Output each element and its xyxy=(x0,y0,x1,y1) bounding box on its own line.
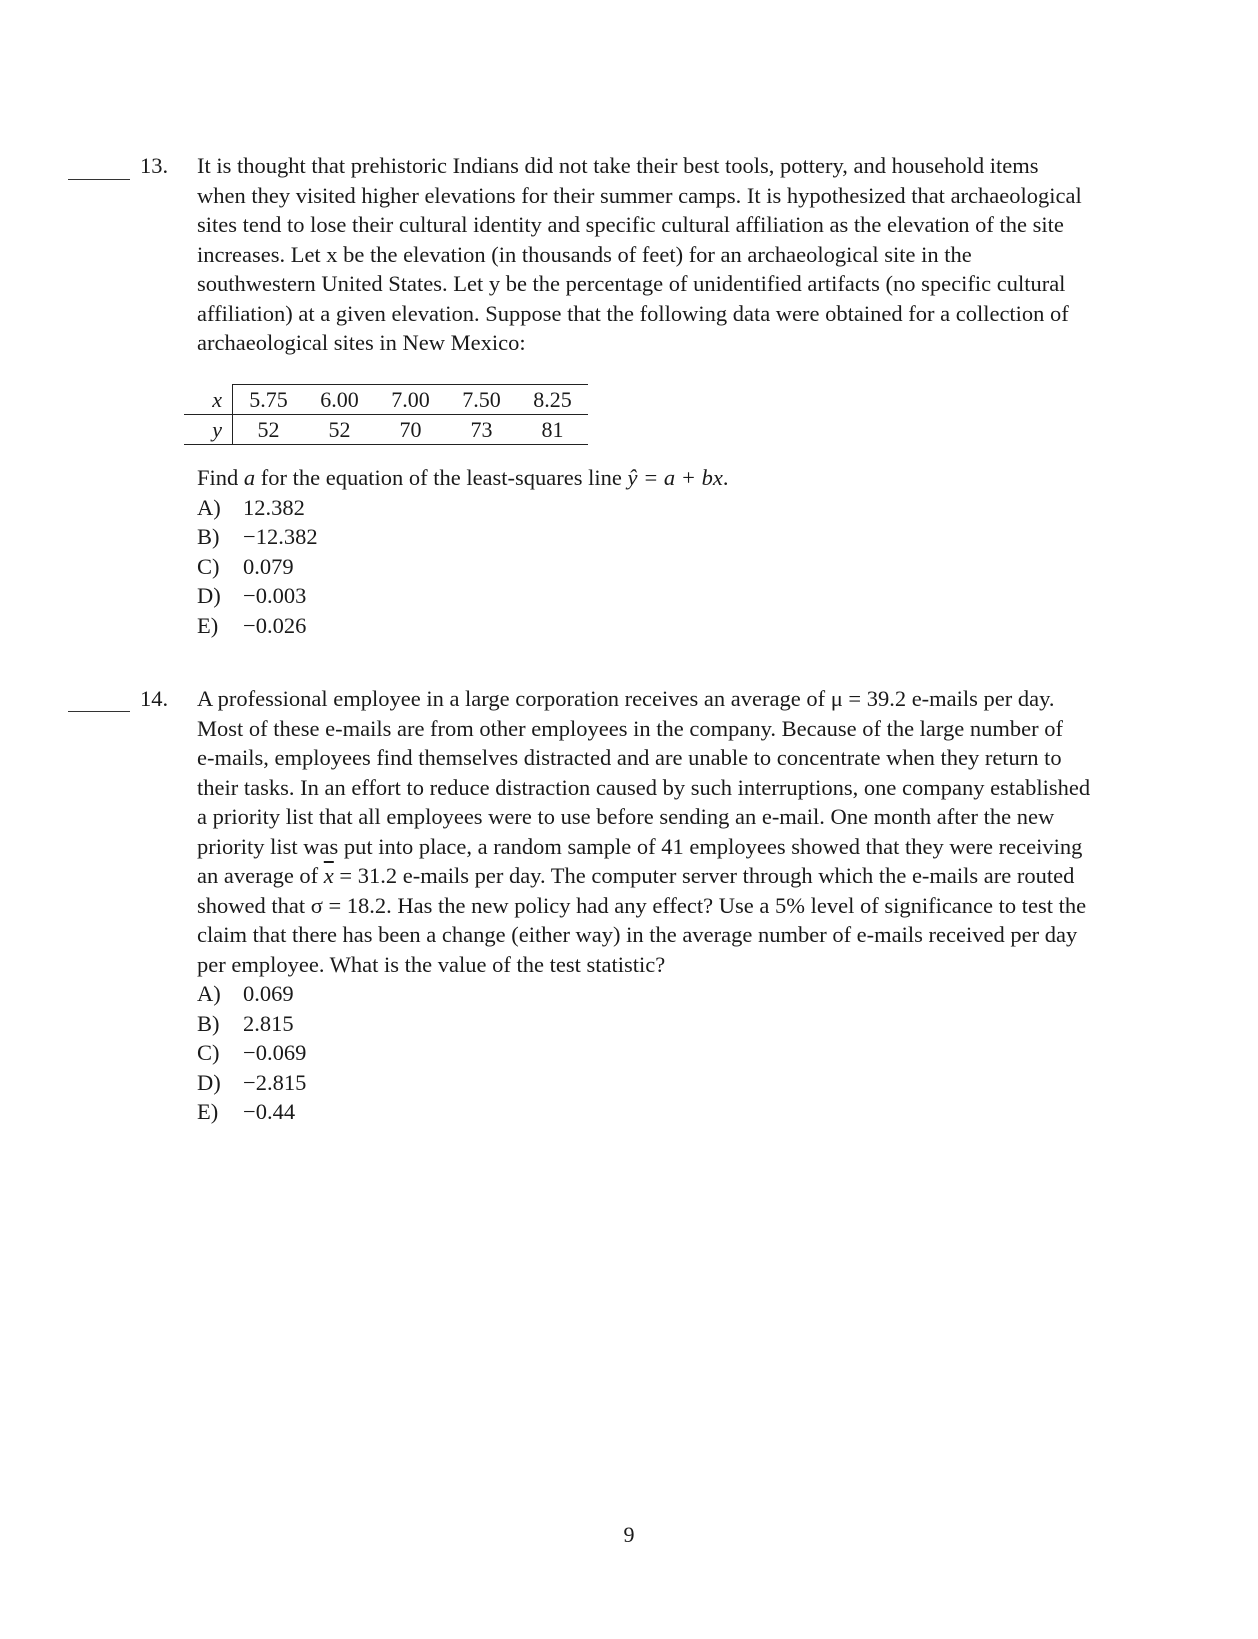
choice-e[interactable] xyxy=(197,1097,1157,1127)
data-table xyxy=(184,384,588,445)
choice-a[interactable] xyxy=(197,979,1157,1009)
xbar-prefix: an average of xyxy=(197,863,324,888)
table-row-y xyxy=(184,415,588,445)
choice-text: −12.382 xyxy=(243,524,318,549)
choice-c[interactable] xyxy=(197,1038,1157,1068)
question-stem xyxy=(197,684,1157,979)
stem-line: Most of these e-mails are from other employees in the company. Because of the large number of xyxy=(197,715,1063,741)
table-cell: 7.00 xyxy=(375,385,446,415)
prompt-middle: for the equation of the least-squares line xyxy=(255,465,628,490)
table-cell: 73 xyxy=(446,415,517,445)
table-cell: 7.50 xyxy=(446,385,517,415)
choice-letter: E) xyxy=(197,612,219,638)
table-cell: 70 xyxy=(375,415,446,445)
choice-list xyxy=(197,493,1157,641)
table-label-x: x xyxy=(184,385,233,415)
choice-text: −0.026 xyxy=(243,612,307,638)
question-prompt-block xyxy=(197,463,1157,640)
choice-letter: C) xyxy=(197,553,220,579)
stem-line xyxy=(197,861,1157,891)
stem-line: affiliation) at a given elevation. Suppose that the following data were obtained for a collection of xyxy=(197,300,1069,326)
choice-d[interactable] xyxy=(197,581,1157,611)
choice-letter: D) xyxy=(197,583,221,608)
prompt-prefix: Find xyxy=(197,465,244,490)
choice-letter: C) xyxy=(197,1040,220,1065)
stem-line: a priority list that all employees were to use before sending an e-mail. One month after the new xyxy=(197,804,1055,829)
prompt-suffix: . xyxy=(722,465,729,490)
choice-b[interactable] xyxy=(197,1009,1157,1039)
table-cell: 52 xyxy=(233,415,305,445)
choice-text: −0.003 xyxy=(243,583,307,608)
choice-text: 0.069 xyxy=(243,981,294,1006)
choice-text: −2.815 xyxy=(243,1069,307,1095)
stem-line: increases. Let x be the elevation (in thousands of feet) for an archaeological site in the xyxy=(197,241,972,267)
choice-letter: B) xyxy=(197,524,220,549)
choice-d[interactable] xyxy=(197,1068,1157,1098)
question-prompt xyxy=(197,463,1157,493)
answer-blank-14 xyxy=(68,711,130,712)
stem-line: sites tend to lose their cultural identity and specific cultural affiliation as the elevation of the site xyxy=(197,212,1064,237)
choice-text: −0.069 xyxy=(243,1040,307,1065)
question-stem xyxy=(197,151,1157,358)
table-cell: 52 xyxy=(304,415,375,445)
choice-letter: A) xyxy=(197,981,221,1006)
stem-line: archaeological sites in New Mexico: xyxy=(197,330,526,355)
table-row-x xyxy=(184,385,588,415)
xbar-suffix: = 31.2 e-mails per day. The computer server through which the e-mails are routed xyxy=(333,863,1075,888)
choice-text: 0.079 xyxy=(243,553,294,579)
answer-blank-13 xyxy=(68,179,130,180)
stem-line: e-mails, employees find themselves distracted and are unable to concentrate when they return to xyxy=(197,745,1062,770)
table-cell: 5.75 xyxy=(233,385,305,415)
choice-text: 2.815 xyxy=(243,1010,294,1036)
table-cell: 6.00 xyxy=(304,385,375,415)
question-body xyxy=(197,151,1157,638)
stem-line: showed that σ = 18.2. Has the new policy had any effect? Use a 5% level of significance to test the xyxy=(197,892,1087,918)
question-body xyxy=(197,684,1157,1127)
choice-letter: A) xyxy=(197,494,221,520)
choice-b[interactable] xyxy=(197,522,1157,552)
choice-text: −0.44 xyxy=(243,1099,296,1124)
choice-text: 12.382 xyxy=(243,494,305,520)
choice-c[interactable] xyxy=(197,552,1157,582)
choice-list xyxy=(197,979,1157,1127)
stem-line: A professional employee in a large corporation receives an average of μ = 39.2 e-mails per day. xyxy=(197,686,1055,711)
stem-line: claim that there has been a change (either way) in the average number of e-mails received per day xyxy=(197,922,1078,947)
choice-e[interactable] xyxy=(197,611,1157,641)
stem-line: their tasks. In an effort to reduce distraction caused by such interruptions, one company established xyxy=(197,774,1091,800)
table-label-y: y xyxy=(184,415,233,445)
choice-letter: E) xyxy=(197,1099,219,1124)
stem-line: It is thought that prehistoric Indians did not take their best tools, pottery, and household items xyxy=(197,153,1039,178)
table-cell: 8.25 xyxy=(517,385,588,415)
question-number: 14. xyxy=(140,686,169,711)
table-cell: 81 xyxy=(517,415,588,445)
choice-a[interactable] xyxy=(197,493,1157,523)
prompt-variable: a xyxy=(243,465,256,490)
sample-mean-symbol: $\overline{x}$ xyxy=(323,863,334,888)
stem-line: when they visited higher elevations for their summer camps. It is hypothesized that archaeological xyxy=(197,182,1082,208)
stem-line: per employee. What is the value of the test statistic? xyxy=(197,951,666,977)
question-number: 13. xyxy=(140,153,169,178)
page-number: 9 xyxy=(623,1522,635,1547)
stem-line: priority list was put into place, a random sample of 41 employees showed that they were receiving xyxy=(197,833,1083,859)
least-squares-equation: ŷ = a + bx xyxy=(627,465,723,490)
stem-line: southwestern United States. Let y be the percentage of unidentified artifacts (no specific cultural xyxy=(197,271,1066,296)
choice-letter: B) xyxy=(197,1010,220,1036)
choice-letter: D) xyxy=(197,1069,221,1095)
